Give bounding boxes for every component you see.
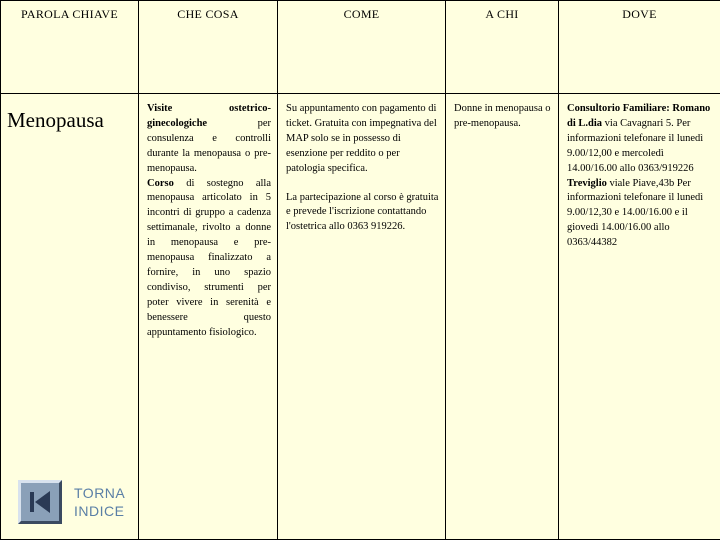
consultorio-text: via Cavagnari 5. Per informazioni telefonare il lunedì 9.00/12,00 e mercoledì 14.00/16.00 allo 0363/919226 <box>567 117 704 174</box>
course-title: Corso <box>147 177 174 189</box>
header-keyword: PAROLA CHIAVE <box>1 1 139 94</box>
header-what: CHE COSA <box>139 1 278 94</box>
header-row <box>1 1 720 94</box>
how-paragraph-2: La partecipazione al corso è gratuita e prevede l'iscrizione contattando l'ostetrica allo 0363 919226. <box>286 191 439 233</box>
how-cell <box>278 94 446 540</box>
header-where: DOVE <box>559 1 720 94</box>
how-paragraph-1: Su appuntamento con pagamento di ticket. Gratuita con impegnativa del MAP solo se in possesso di esenzione per reddito o per patologia specifica. <box>286 103 437 174</box>
treviglio-title: Treviglio <box>567 177 607 189</box>
back-to-index-label[interactable] <box>74 484 125 520</box>
treviglio-text: viale Piave,43b Per informazioni telefonare il lunedì 9.00/12,30 e 14.00/16.00 e il giovedì 14.00/16.00 allo 0363/44382 <box>567 177 704 249</box>
table-row <box>1 94 720 540</box>
keyword-cell <box>1 94 139 540</box>
visits-text: per consulenza e controlli durante la menopausa o pre-menopausa. <box>147 117 271 174</box>
back-to-index-link[interactable] <box>18 480 125 524</box>
keyword-text: Menopausa <box>7 108 104 132</box>
where-cell <box>559 94 720 540</box>
back-to-index-button[interactable] <box>18 480 62 524</box>
header-who: A CHI <box>446 1 559 94</box>
consultorio-title: Consultorio Familiare: Romano di L.dia <box>567 103 711 129</box>
what-cell <box>139 94 278 540</box>
header-how: COME <box>278 1 446 94</box>
who-cell <box>446 94 559 540</box>
course-text: di sostegno alla menopausa articolato in 5 incontri di gruppo a cadenza settimanale, rivolto a donne in menopausa e pre-menopausa finalizzato a fornire, in uno spazio condiviso, strumenti per poter vivere in serenità e benessere questo appuntamento fisiologico. <box>147 177 271 338</box>
nav-label-line-2: INDICE <box>74 503 125 519</box>
who-text: Donne in menopausa o pre-menopausa. <box>454 103 551 129</box>
back-to-start-icon <box>25 487 55 517</box>
visits-title: Visite ostetrico-ginecologiche <box>147 103 271 129</box>
nav-label-line-1: TORNA <box>74 485 126 501</box>
